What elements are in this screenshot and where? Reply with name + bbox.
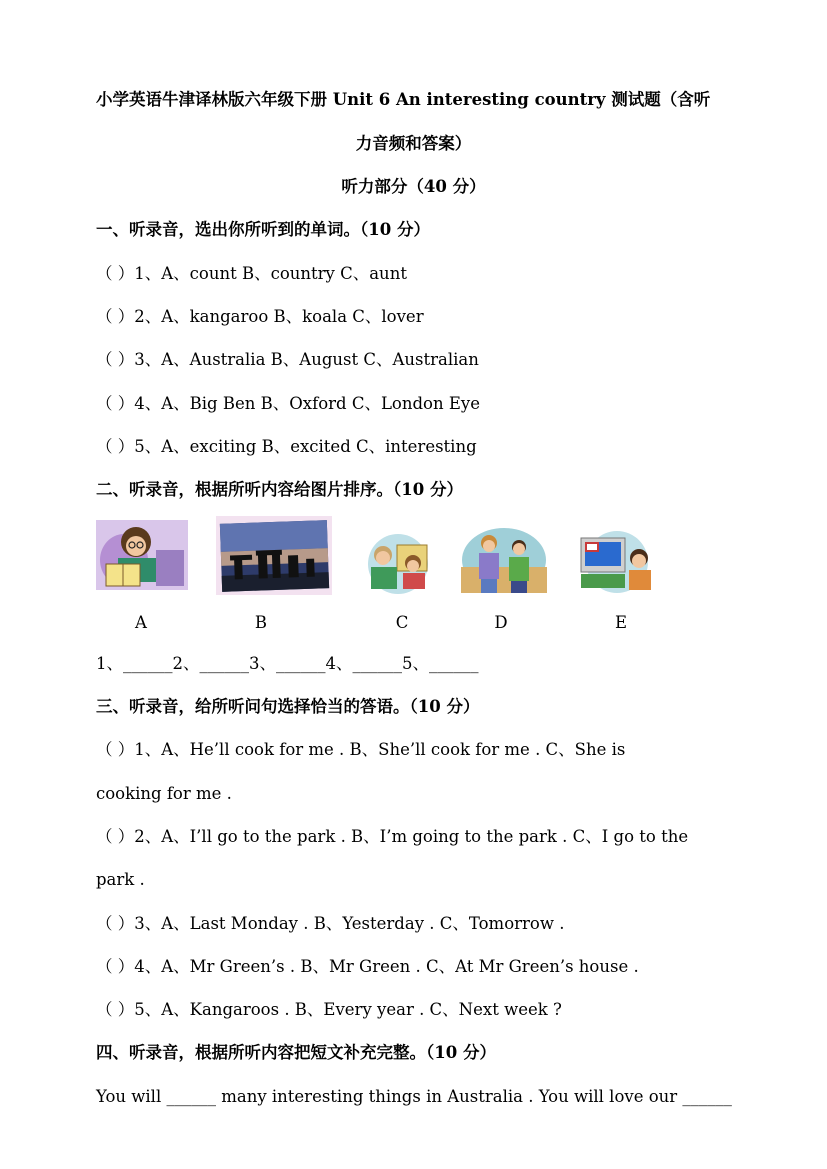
part1-question: （ ）3、A、Australia B、August C、Australian bbox=[96, 350, 479, 369]
picture-label-c: C bbox=[395, 613, 409, 632]
part3-question: （ ）2、A、I’ll go to the park . B、I’m going to the park . C、I go to the bbox=[96, 827, 689, 846]
part2-heading: 二、听录音，根据所听内容给图片排序。（10 分） bbox=[96, 480, 463, 499]
part1-question: （ ）1、A、count B、country C、aunt bbox=[96, 264, 407, 283]
part3-question: （ ）4、A、Mr Green’s . B、Mr Green . C、At Mr Green’s house . bbox=[96, 957, 639, 976]
picture-d-two-people-talking bbox=[461, 527, 547, 593]
part3-question: （ ）1、A、He’ll cook for me . B、She’ll cook for me . C、She is bbox=[96, 740, 626, 759]
part1-question: （ ）2、A、kangaroo B、koala C、lover bbox=[96, 307, 424, 326]
part3-question-continued: cooking for me . bbox=[96, 784, 232, 803]
part1-question: （ ）5、A、exciting B、excited C、interesting bbox=[96, 437, 477, 456]
part3-question: （ ）5、A、Kangaroos . B、Every year . C、Next week ? bbox=[96, 1000, 562, 1019]
part3-question-continued: park . bbox=[96, 870, 145, 889]
part3-heading: 三、听录音，给所听问句选择恰当的答语。（10 分） bbox=[96, 697, 480, 716]
document-title-line-2: 力音频和答案） bbox=[355, 134, 472, 153]
document-title-line-1: 小学英语牛津译林版六年级下册 Unit 6 An interesting country 测试题（含听 bbox=[96, 90, 711, 109]
part4-heading: 四、听录音，根据所听内容把短文补充完整。（10 分） bbox=[96, 1043, 496, 1062]
picture-label-b: B bbox=[254, 613, 268, 632]
picture-label-e: E bbox=[614, 613, 628, 632]
part1-question: （ ）4、A、Big Ben B、Oxford C、London Eye bbox=[96, 394, 480, 413]
part4-passage: You will ______ many interesting things in Australia . You will love our ______ bbox=[96, 1087, 732, 1106]
picture-b-stonehenge bbox=[216, 516, 332, 595]
picture-label-d: D bbox=[494, 613, 508, 632]
picture-c-two-children bbox=[363, 531, 433, 595]
listening-section-heading: 听力部分（40 分） bbox=[341, 177, 486, 196]
part2-answer-line: 1、______2、______3、______4、______5、______ bbox=[96, 654, 479, 673]
part1-heading: 一、听录音，选出你所听到的单词。（10 分） bbox=[96, 220, 430, 239]
picture-e-child-at-computer bbox=[577, 530, 657, 594]
picture-a-boy-reading bbox=[96, 520, 188, 590]
picture-label-a: A bbox=[135, 613, 147, 632]
part3-question: （ ）3、A、Last Monday . B、Yesterday . C、Tomorrow . bbox=[96, 914, 565, 933]
